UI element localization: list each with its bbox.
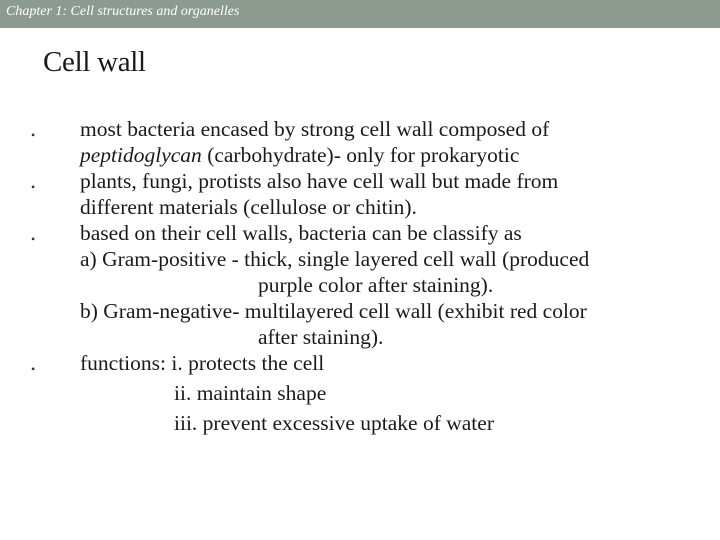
text-fragment: (carbohydrate)- only for prokaryotic <box>201 143 520 167</box>
text-line: different materials (cellulose or chitin). <box>80 195 417 219</box>
bullet-1: • <box>31 128 36 142</box>
chapter-label: Chapter 1: Cell structures and organelles <box>6 4 240 19</box>
text-line: purple color after staining). <box>258 273 494 297</box>
slide-title: Cell wall <box>43 46 146 78</box>
text-line: a) Gram-positive - thick, single layered cell wall (produced <box>80 247 590 271</box>
text-line: after staining). <box>258 325 384 349</box>
text-line: most bacteria encased by strong cell wall composed of <box>80 117 550 141</box>
text-line: based on their cell walls, bacteria can be classify as <box>80 221 522 245</box>
bullet-2: • <box>31 180 36 194</box>
text-line: plants, fungi, protists also have cell wall but made from <box>80 169 559 193</box>
text-line <box>80 142 519 168</box>
text-line: b) Gram-negative- multilayered cell wall (exhibit red color <box>80 299 587 323</box>
bullet-4: • <box>31 362 36 376</box>
text-line: functions: i. protects the cell <box>80 351 325 375</box>
text-line: ii. maintain shape <box>174 381 327 405</box>
bullet-3: • <box>31 232 36 246</box>
text-line: iii. prevent excessive uptake of water <box>174 411 494 435</box>
italic-term: peptidoglycan <box>80 143 202 167</box>
